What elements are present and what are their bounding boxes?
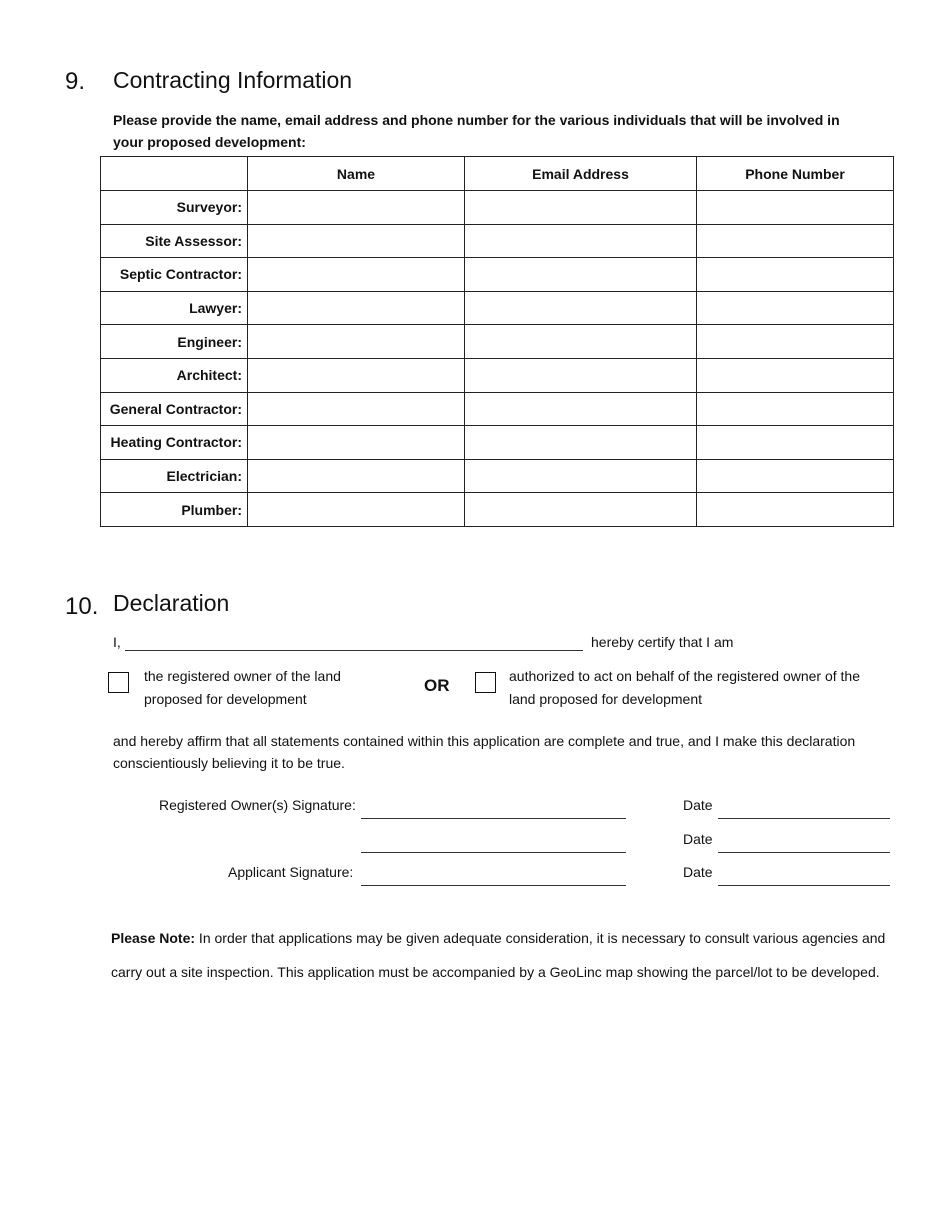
option-text-line: proposed for development: [144, 691, 307, 707]
table-row: [101, 291, 894, 325]
section-10-title: Declaration: [113, 590, 230, 616]
email-cell[interactable]: [465, 459, 697, 493]
please-note: [111, 921, 886, 989]
role-label: Site Assessor:: [101, 224, 248, 258]
phone-cell[interactable]: [697, 392, 894, 426]
certify-text: hereby certify that I am: [591, 634, 734, 650]
name-cell[interactable]: [248, 392, 465, 426]
role-label: Surveyor:: [101, 191, 248, 225]
date-label: Date: [683, 864, 713, 880]
email-cell[interactable]: [465, 426, 697, 460]
table-row: [101, 459, 894, 493]
name-cell[interactable]: [248, 493, 465, 527]
email-cell[interactable]: [465, 358, 697, 392]
owner-date-field-1[interactable]: [718, 818, 890, 819]
registered-owner-checkbox[interactable]: [108, 672, 129, 693]
contracting-table: [100, 156, 894, 527]
phone-cell[interactable]: [697, 325, 894, 359]
role-label: General Contractor:: [101, 392, 248, 426]
section-9-title: Contracting Information: [113, 67, 353, 93]
phone-cell[interactable]: [697, 224, 894, 258]
option-text-line: authorized to act on behalf of the registered owner of the: [509, 668, 861, 684]
phone-cell[interactable]: [697, 493, 894, 527]
name-cell[interactable]: [248, 191, 465, 225]
column-header: [101, 157, 248, 191]
phone-cell[interactable]: [697, 291, 894, 325]
role-label: Lawyer:: [101, 291, 248, 325]
name-cell[interactable]: [248, 426, 465, 460]
authorized-agent-option: [509, 665, 860, 711]
role-label: Plumber:: [101, 493, 248, 527]
table-row: [101, 191, 894, 225]
option-text-line: the registered owner of the land: [144, 668, 341, 684]
phone-cell[interactable]: [697, 358, 894, 392]
phone-cell[interactable]: [697, 426, 894, 460]
email-cell[interactable]: [465, 258, 697, 292]
email-cell[interactable]: [465, 291, 697, 325]
role-label: Electrician:: [101, 459, 248, 493]
table-row: [101, 258, 894, 292]
owner-date-field-2[interactable]: [718, 852, 890, 853]
section-9-intro: Please provide the name, email address and phone number for the various individuals that will be involved in your proposed development:: [113, 112, 840, 150]
table-row: [101, 493, 894, 527]
email-cell[interactable]: [465, 325, 697, 359]
section-10-number: 10.: [65, 593, 99, 620]
table-row: [101, 426, 894, 460]
email-cell[interactable]: [465, 392, 697, 426]
name-cell[interactable]: [248, 224, 465, 258]
declarant-name-field[interactable]: [125, 650, 583, 651]
section-9-number: 9.: [65, 68, 86, 95]
table-row: [101, 392, 894, 426]
name-cell[interactable]: [248, 459, 465, 493]
role-label: Heating Contractor:: [101, 426, 248, 460]
column-header-email: Email Address: [465, 157, 697, 191]
or-label: OR: [424, 676, 450, 695]
table-row: [101, 224, 894, 258]
role-label: Engineer:: [101, 325, 248, 359]
date-label: Date: [683, 797, 713, 813]
name-cell[interactable]: [248, 291, 465, 325]
phone-cell[interactable]: [697, 258, 894, 292]
owner-signature-field-1[interactable]: [361, 818, 626, 819]
owner-signature-field-2[interactable]: [361, 852, 626, 853]
affirm-text: and hereby affirm that all statements contained within this application are complete and true, and I make this declaration conscientiously believing it to be true.: [113, 733, 856, 771]
name-cell[interactable]: [248, 258, 465, 292]
phone-cell[interactable]: [697, 459, 894, 493]
table-row: [101, 325, 894, 359]
table-row: [101, 358, 894, 392]
role-label: Septic Contractor:: [101, 258, 248, 292]
note-text: In order that applications may be given adequate consideration, it is necessary to consult various agencies and carry out a site inspection. This application must be accompanied by a GeoLinc map showing the parcel/lot to be developed.: [111, 930, 886, 980]
email-cell[interactable]: [465, 493, 697, 527]
column-header-phone: Phone Number: [697, 157, 894, 191]
option-text-line: land proposed for development: [509, 691, 703, 707]
owner-signature-label: Registered Owner(s) Signature:: [159, 797, 356, 813]
applicant-date-field[interactable]: [718, 885, 890, 886]
declaration-i-label: I,: [113, 634, 121, 650]
email-cell[interactable]: [465, 224, 697, 258]
email-cell[interactable]: [465, 191, 697, 225]
phone-cell[interactable]: [697, 191, 894, 225]
registered-owner-option: [144, 665, 341, 711]
date-label: Date: [683, 831, 713, 847]
note-label: Please Note:: [111, 930, 196, 946]
authorized-agent-checkbox[interactable]: [475, 672, 496, 693]
applicant-signature-field[interactable]: [361, 885, 626, 886]
column-header-name: Name: [248, 157, 465, 191]
name-cell[interactable]: [248, 325, 465, 359]
name-cell[interactable]: [248, 358, 465, 392]
table-header-row: [101, 157, 894, 191]
applicant-signature-label: Applicant Signature:: [228, 864, 354, 880]
role-label: Architect:: [101, 358, 248, 392]
